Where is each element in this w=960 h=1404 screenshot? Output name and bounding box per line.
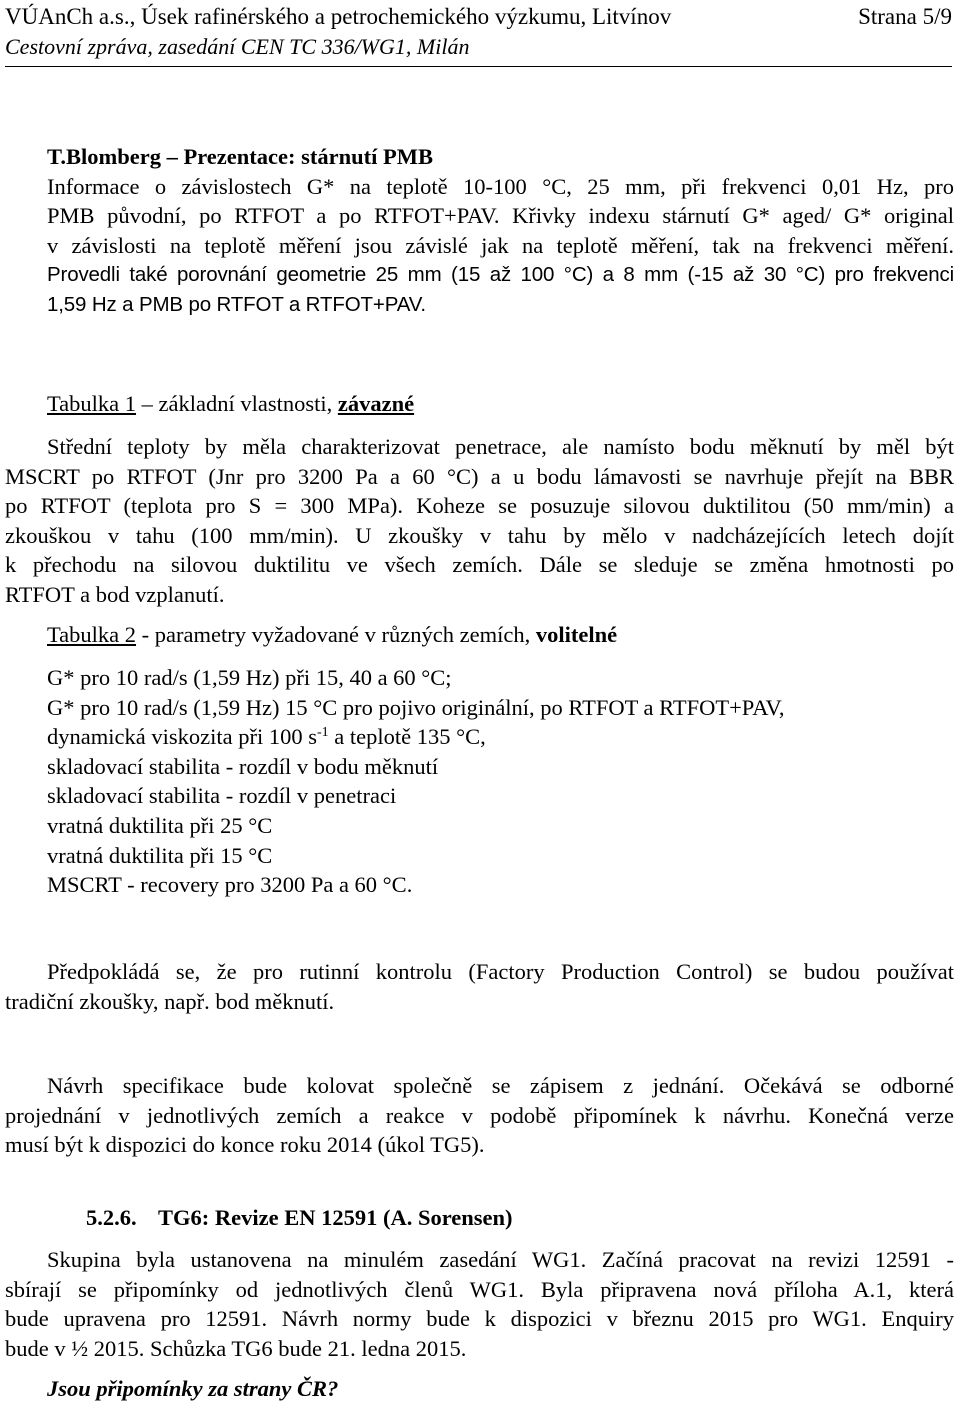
viscosity-text-after: a teplotě 135 °C, — [328, 724, 486, 750]
text-line: v závislosti na teplotě měření jsou závislé jak na teplotě měření, tak na frekvenci měření. — [47, 232, 954, 258]
table1-heading — [47, 389, 954, 419]
text-line: MSCRT po RTFOT (Jnr pro 3200 Pa a 60 °C) a u bodu lámavosti se navrhuje přejít na BBR — [5, 463, 954, 489]
proposal-text — [5, 1071, 954, 1160]
table2-section — [5, 620, 954, 650]
page-header — [5, 2, 952, 62]
text-line: sbírají se připomínky od jednotlivých členů WG1. Byla připravena nová příloha A.1, která — [5, 1276, 954, 1302]
tg6-text — [5, 1245, 954, 1363]
table2-emph: volitelné — [535, 622, 618, 647]
text-line: RTFOT a bod vzplanutí. — [5, 581, 225, 607]
viscosity-text: dynamická viskozita při 100 s — [47, 724, 317, 750]
text-line: projednání v jednotlivých zemích a reakce v podobě připomínek k návrhu. Konečná verze — [5, 1102, 954, 1128]
table2-list — [5, 663, 954, 900]
table1-emph: závazné — [337, 391, 415, 416]
section-number: 5.2.6. — [86, 1205, 137, 1230]
blomberg-title: T.Blomberg – Prezentace: stárnutí PMB — [47, 144, 433, 169]
fpc-paragraph — [5, 957, 954, 1016]
question-text: Jsou připomínky za strany ČR? — [47, 1376, 339, 1401]
tg6-heading-text — [86, 1203, 954, 1233]
list-item: skladovací stabilita - rozdíl v bodu měknutí — [47, 753, 439, 779]
list-item: vratná duktilita při 15 °C — [47, 842, 273, 868]
list-item-viscosity — [47, 722, 954, 752]
text-line: PMB původní, po RTFOT a po RTFOT+PAV. Křivky indexu stárnutí G* aged/ G* original — [47, 203, 954, 228]
text-line: bude v ½ 2015. Schůzka TG6 bude 21. ledna 2015. — [5, 1335, 467, 1361]
text-line: Předpokládá se, že pro rutinní kontrolu (Factory Production Control) se budou používat — [47, 959, 954, 984]
list-item: G* pro 10 rad/s (1,59 Hz) 15 °C pro pojivo originální, po RTFOT a RTFOT+PAV, — [47, 694, 785, 720]
list-item: vratná duktilita při 25 °C — [47, 812, 273, 838]
text-line: k přechodu na silovou duktilitu ve všech zemích. Dále se sleduje se změna hmotnosti po — [5, 552, 954, 577]
list-item: skladovací stabilita - rozdíl v penetraci — [47, 783, 397, 809]
blomberg-paragraph — [47, 172, 954, 261]
proposal-paragraph — [5, 1071, 954, 1160]
text-line: Provedli také porovnání geometrie 25 mm (15 až 100 °C) a 8 mm (-15 až 30 °C) pro frekvenci — [47, 263, 954, 286]
text-line: bude upravena pro 12591. Návrh normy bude k dispozici v březnu 2015 pro WG1. Enquiry — [5, 1306, 954, 1331]
text-line: zkouškou v tahu (100 mm/min). U zkoušky v tahu by mělo v nadcházejících letech dojít — [5, 522, 954, 548]
table1-label: Tabulka 1 — [47, 391, 137, 416]
section-title: TG6: Revize EN 12591 (A. Sorensen) — [158, 1205, 513, 1230]
text-line: Skupina byla ustanovena na minulém zasedání WG1. Začíná pracovat na revizi 12591 - — [47, 1247, 954, 1272]
text-line: tradiční zkoušky, např. bod měknutí. — [5, 988, 335, 1014]
text-line: Návrh specifikace bude kolovat společně se zápisem z jednání. Očekává se odborné — [47, 1073, 954, 1098]
text-line: Střední teploty by měla charakterizovat penetrace, ale namísto bodu měknutí by měl být — [47, 434, 954, 459]
fpc-text — [5, 957, 954, 1016]
text-line: po RTFOT (teplota pro S = 300 MPa). Koheze se posuzuje silovou duktilitou (50 mm/min) a — [5, 493, 954, 518]
table1-section — [5, 389, 954, 419]
header-divider — [5, 66, 952, 67]
viscosity-exponent: -1 — [316, 725, 329, 741]
table1-body — [5, 432, 954, 609]
blomberg-section — [5, 142, 954, 319]
table2-heading — [47, 620, 954, 650]
list-item: G* pro 10 rad/s (1,59 Hz) při 15, 40 a 60 °C; — [47, 665, 452, 690]
question-block — [5, 1374, 954, 1404]
text-line: 1,59 Hz a PMB po RTFOT a RTFOT+PAV. — [47, 292, 426, 316]
table1-paragraph — [5, 432, 954, 609]
table1-desc: – základní vlastnosti, — [136, 391, 338, 416]
page-number: Strana 5/9 — [858, 4, 952, 29]
tg6-heading — [86, 1203, 954, 1233]
table2-label: Tabulka 2 — [47, 622, 137, 647]
header-subtitle: Cestovní zpráva, zasedání CEN TC 336/WG1, Milán — [5, 34, 470, 59]
tg6-paragraph — [5, 1245, 954, 1363]
header-institution: VÚAnCh a.s., Úsek rafinérského a petrochemického výzkumu, Litvínov — [5, 4, 672, 29]
text-line: musí být k dispozici do konce roku 2014 (úkol TG5). — [5, 1132, 485, 1157]
list-item: MSCRT - recovery pro 3200 Pa a 60 °C. — [47, 872, 413, 898]
table2-desc: - parametry vyžadované v různých zemích, — [136, 622, 536, 647]
blomberg-paragraph-sans — [47, 260, 954, 319]
text-line: Informace o závislostech G* na teplotě 10-100 °C, 25 mm, při frekvenci 0,01 Hz, pro — [47, 173, 954, 199]
